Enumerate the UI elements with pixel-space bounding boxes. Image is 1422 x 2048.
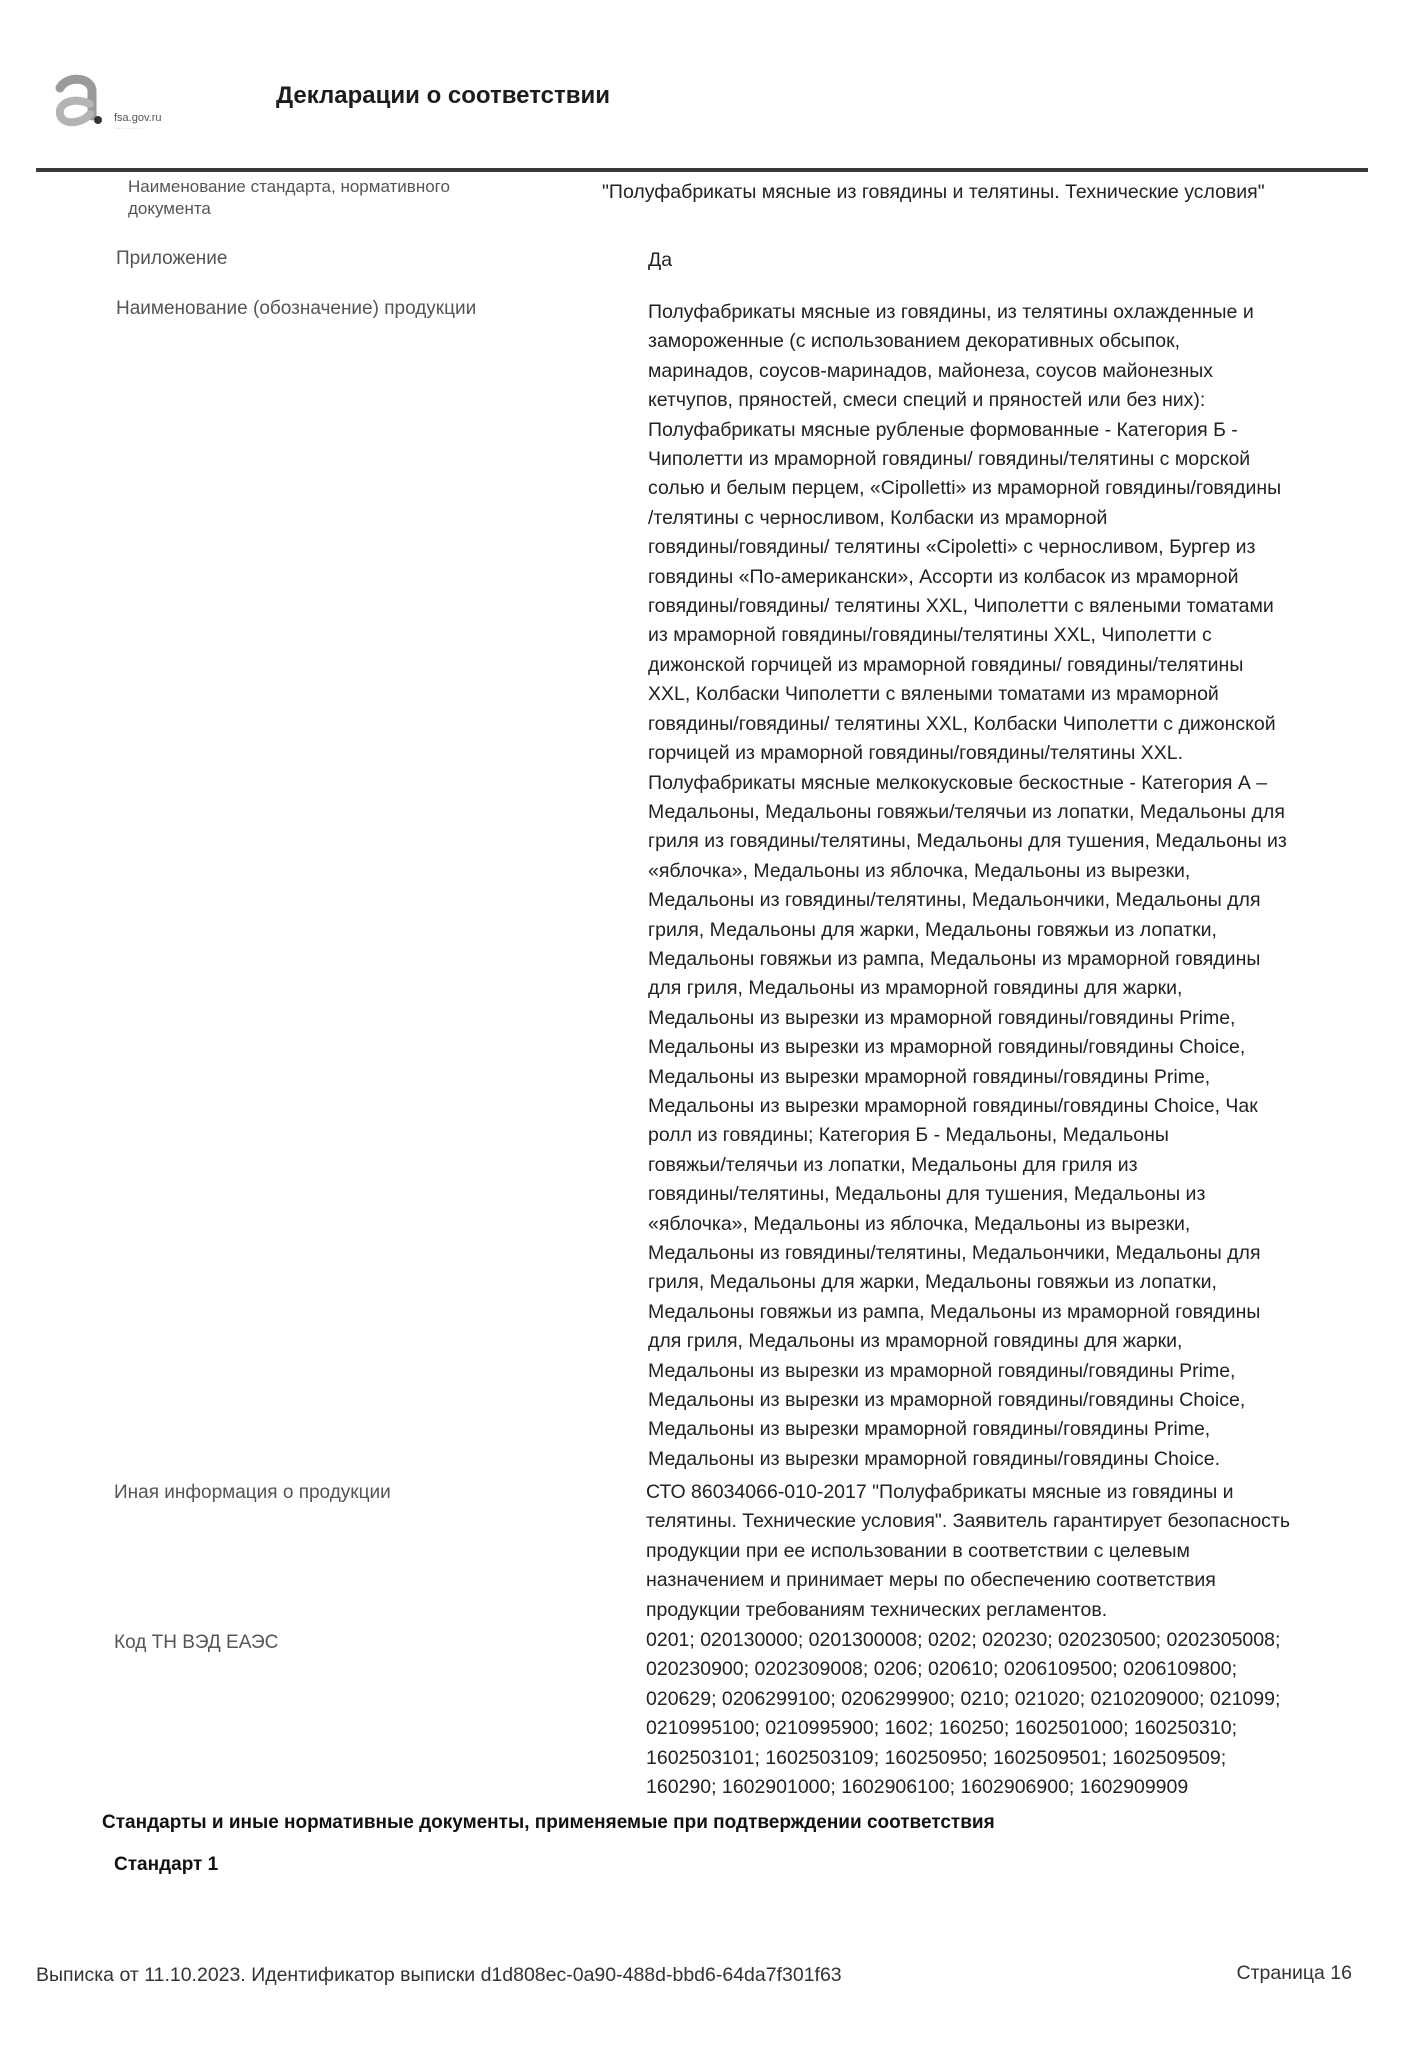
appendix-value: Да: [648, 249, 673, 271]
tn-ved-code-label: Код ТН ВЭД ЕАЭС: [114, 1632, 279, 1653]
product-name-label: Наименование (обозначение) продукции: [116, 298, 477, 319]
page-header: [52, 72, 1372, 172]
logo-subtext: ············: [114, 126, 142, 132]
fsa-logo: [52, 74, 202, 134]
page-number: Страница 16: [1236, 1962, 1352, 1984]
standard-name-value: "Полуфабрикаты мясные из говядины и телятины. Технические условия": [602, 181, 1265, 203]
other-info-label: Иная информация о продукции: [114, 1482, 391, 1503]
standard-name-label: Наименование стандарта, нормативного документа: [128, 177, 450, 218]
tn-ved-code-value: 0201; 020130000; 0201300008; 0202; 020230; 020230500; 0202305008; 020230900; 0202309008; 0206; 020610; 0206109500; 0206109800; 020629; 0206299100; 0206299900; 0210; 021020; 0210209000; 021099; 0210995100; 0210995900; 1602; 160250; 1602501000; 160250310; 1602503101; 1602503109; 160250950; 1602509501; 1602509509; 160290; 1602901000; 1602906100; 1602906900; 1602909909: [646, 1629, 1281, 1799]
other-info-value: СТО 86034066-010-2017 "Полуфабрикаты мясные из говядины и телятины. Технические условия". Заявитель гарантирует безопасность продукции при ее использовании в соответствии с целевым назначением и принимает меры по обеспечению соответствия продукции требованиям технических регламентов.: [646, 1481, 1291, 1621]
standards-section-title: Стандарты и иные нормативные документы, применяемые при подтверждении соответствия: [102, 1812, 995, 1833]
fsa-logo-icon: [52, 74, 102, 130]
logo-site-text: fsa.gov.ru: [114, 112, 162, 124]
product-name-value: Полуфабрикаты мясные из говядины, из телятины охлажденные и замороженные (с использованием декоративных обсыпок, маринадов, соусов-маринадов, майонеза, соусов майонезных кетчупов, пряностей, смеси специй и пряностей или без них): Полуфабрикаты мясные рубленые формованные - Категория Б - Чиполетти из мраморной говядины/ говядины/телятины с морской солью и белым перцем, «Cipolletti» из мраморной говядины/говядины /телятины с черносливом, Колбаски из мраморной говядины/говядины/ телятины «Cipoletti» с черносливом, Бургер из говядины «По-американски», Ассорти из колбасок из мраморной говядины/говядины/ телятины XXL, Чиполетти с вялеными томатами из мраморной говядины/говядины/телятины XXL, Чиполетти с дижонской горчицей из мраморной говядины/ говядины/телятины XXL, Колбаски Чиполетти с вялеными томатами из мраморной говядины/говядины/ телятины XXL, Колбаски Чиполетти с дижонской горчицей из мраморной говядины/говядины/телятины XXL. Полуфабрикаты мясные мелкокусковые бескостные - Категория А – Медальоны, Медальоны говяжьи/телячьи из лопатки, Медальоны для гриля из говядины/телятины, Медальоны для тушения, Медальоны из «яблочка», Медальоны из яблочка, Медальоны из вырезки, Медальоны из говядины/телятины, Медальончики, Медальоны для гриля, Медальоны для жарки, Медальоны говяжьи из лопатки, Медальоны говяжьи из рампа, Медальоны из мраморной говядины для гриля, Медальоны из мраморной говядины для жарки, Медальоны из вырезки из мраморной говядины/говядины Prime, Медальоны из вырезки из мраморной говядины/говядины Choice, Медальоны из вырезки мраморной говядины/говядины Prime, Медальоны из вырезки мраморной говядины/говядины Choice, Чак ролл из говядины; Категория Б - Медальоны, Медальоны говяжьи/телячьи из лопатки, Медальоны для гриля из говядины/телятины, Медальоны для тушения, Медальоны из «яблочка», Медальоны из яблочка, Медальоны из вырезки, Медальоны из говядины/телятины, Медальончики, Медальоны для гриля, Медальоны для жарки, Медальоны говяжьи из лопатки, Медальоны говяжьи из рампа, Медальоны из мраморной говядины для гриля, Медальоны из мраморной говядины для жарки, Медальоны из вырезки из мраморной говядины/говядины Prime, Медальоны из вырезки из мраморной говядины/говядины Choice, Медальоны из вырезки мраморной говядины/говядины Prime, Медальоны из вырезки мраморной говядины/говядины Choice.: [648, 301, 1287, 1470]
page-title: Декларации о соответствии: [276, 82, 610, 109]
header-divider: [36, 168, 1368, 172]
appendix-label: Приложение: [116, 248, 228, 269]
extract-info: Выписка от 11.10.2023. Идентификатор выписки d1d808ec-0a90-488d-bbd6-64da7f301f63: [36, 1964, 842, 1986]
standard-1-title: Стандарт 1: [114, 1854, 219, 1875]
